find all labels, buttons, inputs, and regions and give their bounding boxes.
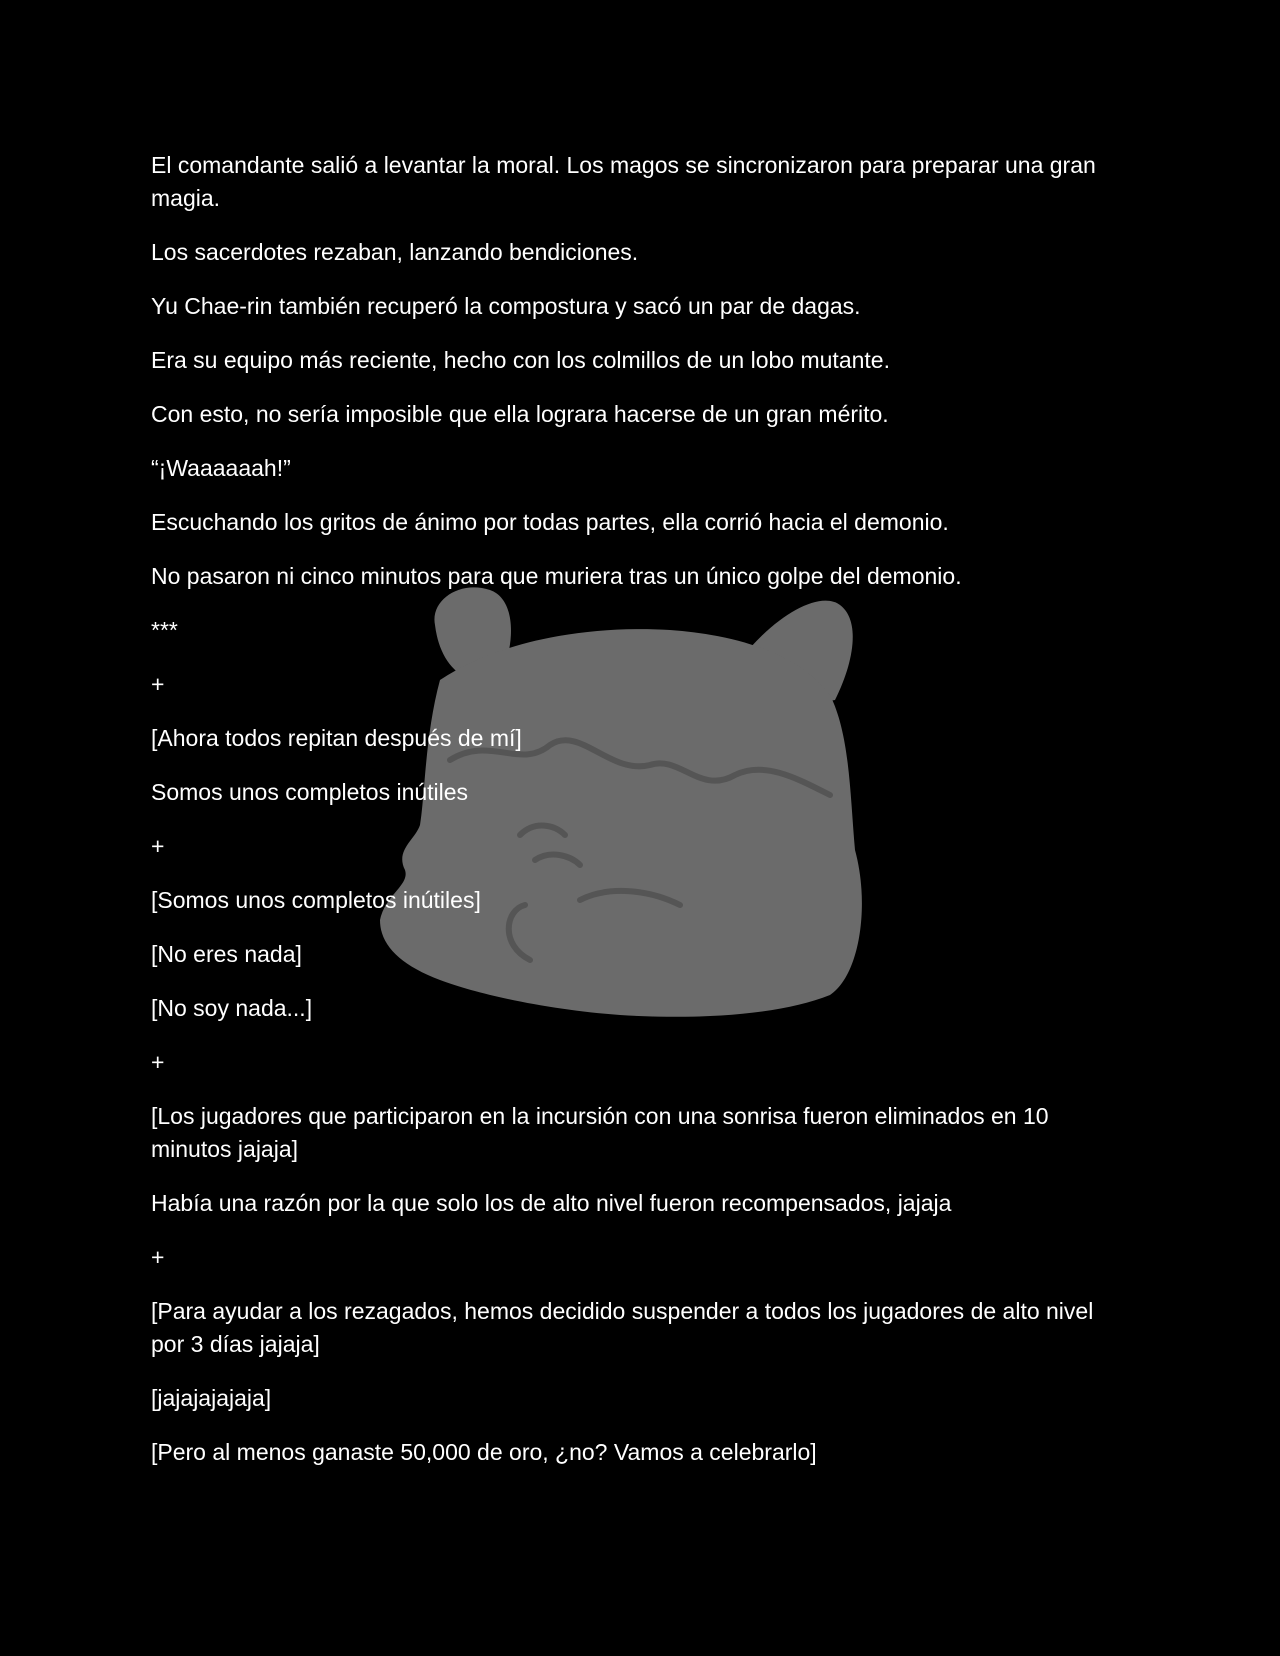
separator-plus: + [151, 1244, 165, 1270]
document-body [151, 149, 1131, 1490]
scene-break: *** [151, 617, 178, 643]
paragraph: Los sacerdotes rezaban, lanzando bendiciones. [151, 239, 639, 265]
paragraph: [Los jugadores que participaron en la incursión con una sonrisa fueron eliminados en 10 minutos jajaja] [151, 1103, 1049, 1162]
paragraph: Yu Chae-rin también recuperó la compostura y sacó un par de dagas. [151, 293, 861, 319]
paragraph: Con esto, no sería imposible que ella lograra hacerse de un gran mérito. [151, 401, 889, 427]
paragraph: [No eres nada] [151, 941, 302, 967]
separator-plus: + [151, 671, 165, 697]
paragraph: Era su equipo más reciente, hecho con los colmillos de un lobo mutante. [151, 347, 890, 373]
paragraph: [Para ayudar a los rezagados, hemos decidido suspender a todos los jugadores de alto nivel por 3 días jajaja] [151, 1298, 1094, 1357]
paragraph: Había una razón por la que solo los de alto nivel fueron recompensados, jajaja [151, 1190, 952, 1216]
separator-plus: + [151, 833, 165, 859]
paragraph: No pasaron ni cinco minutos para que muriera tras un único golpe del demonio. [151, 563, 962, 589]
paragraph: [Pero al menos ganaste 50,000 de oro, ¿no? Vamos a celebrarlo] [151, 1439, 817, 1465]
separator-plus: + [151, 1049, 165, 1075]
paragraph: “¡Waaaaaah!” [151, 455, 291, 481]
paragraph: [Somos unos completos inútiles] [151, 887, 481, 913]
paragraph: El comandante salió a levantar la moral. Los magos se sincronizaron para preparar una gran magia. [151, 152, 1096, 211]
paragraph: [jajajajajaja] [151, 1385, 272, 1411]
paragraph: Somos unos completos inútiles [151, 779, 469, 805]
paragraph: [No soy nada...] [151, 995, 313, 1021]
paragraph: [Ahora todos repitan después de mí] [151, 725, 522, 751]
paragraph: Escuchando los gritos de ánimo por todas partes, ella corrió hacia el demonio. [151, 509, 949, 535]
